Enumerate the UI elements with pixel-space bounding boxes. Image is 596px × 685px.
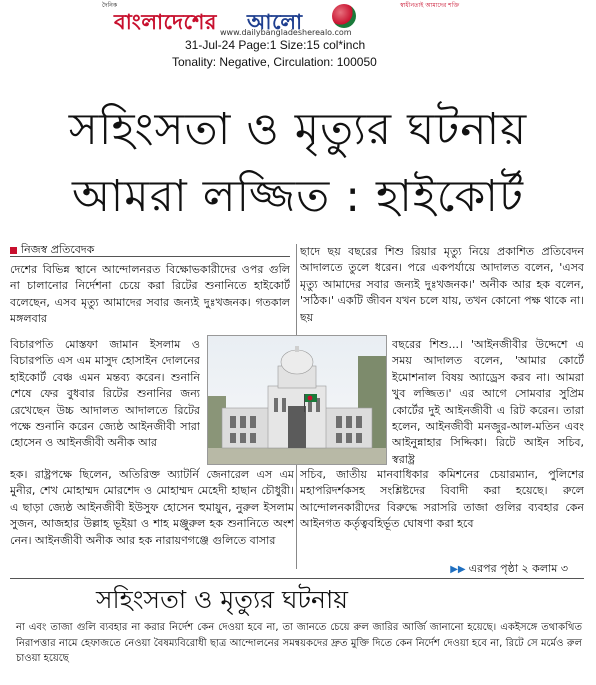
court-building-icon — [208, 336, 386, 464]
secondary-headline: সহিংসতা ও মৃত্যুর ঘটনায় — [96, 585, 348, 614]
section-rule — [10, 578, 584, 579]
masthead-tagline-left: দৈনিক — [102, 2, 118, 9]
byline-text: নিজস্ব প্রতিবেদক — [21, 243, 95, 256]
byline-rule — [10, 256, 290, 257]
article-right-wrap — [392, 337, 584, 465]
article-right-bottom — [300, 467, 584, 555]
clip-meta-line1: 31-Jul-24 Page:1 Size:15 col*inch — [185, 38, 366, 52]
byline — [10, 241, 94, 260]
logo-globe-icon — [332, 4, 356, 28]
masthead — [100, 2, 500, 36]
masthead-title-part1: বাংলাদেশের — [114, 9, 217, 34]
article-left-wrap — [10, 337, 200, 465]
article-right-top-text: ছাদে ছয় বছরের শিশু রিয়ার মৃত্যু নিয়ে প্রকাশিত প্রতিবেদন আদালতে তুলে ধরেন। পরে একপর্যায়ে আদালত বলেন, 'এসব মৃত্যু আমাদের সবার জন্যই দুঃখজনক।' অনীক আর হক বলেন, 'সঠিক।' একটি জীবন যখন চলে যায়, তখন কোনো পক্ষ থাকে না। ছয় — [300, 245, 584, 324]
clip-meta-line2: Tonality: Negative, Circulation: 100050 — [172, 55, 377, 69]
article-right-wrap-text: বছরের শিশু...। 'আইনজীবীর উদ্দেশে এ সময় আদালত বলেন, 'আমার কোর্টে ইমোশনাল বিষয় অ্যাড্রেস করব না। আমরা খুব লজ্জিত।' এর আগে সোমবার সুপ্রিম কোর্টের দুই আইনজীবী এ রিট করেন। তারা হলেন, আইনজীবী মনজুর-আল-মতিন এবং আইনুন্নাহার সিদ্দিকা। রিটে আইন সচিব, স্বরাষ্ট্র — [392, 338, 584, 465]
article-right-bottom-text: সচিব, জাতীয় মানবাধিকার কমিশনের চেয়ারম্যান, পুলিশের মহাপরিদর্শকসহ সংশ্লিষ্টদের বিবাদী করা হয়েছে। রুলে আন্দোলনকারীদের বিরুদ্ধে সরাসরি তাজা গুলির ব্যবহার কেন আইনগত কর্তৃত্ববহির্ভূত ঘোষণা করা হবে — [300, 468, 584, 531]
court-building-photo — [207, 335, 387, 465]
article-left-top-text: দেশের বিভিন্ন স্থানে আন্দোলনরত বিক্ষোভকারীদের ওপর গুলি না চালানোর নির্দেশনা চেয়ে করা রিটের শুনানিতে হাইকোর্ট বলেছেন, এসব মৃত্যু আমাদের সবার জন্যই দুঃখজনক। গতকাল মঙ্গলবার — [10, 263, 290, 326]
continued-note — [450, 560, 568, 579]
byline-square-icon — [10, 247, 17, 254]
headline-line2: আমরা লজ্জিত : হাইকোর্ট — [71, 171, 525, 222]
article-left-wrap-text: বিচারপতি মোস্তফা জামান ইসলাম ও বিচারপতি এস এম মাসুদ হোসাইন দোলনের হাইকোর্ট বেঞ্চ এমন মন্তব্য করেন। শুনানি শেষে ফের বুধবার রিটের শুনানির জন্য রেখেছেন উচ্চ আদালত আদালতে রিটের পক্ষে শুনানি করেন জ্যেষ্ঠ আইনজীবী সারা হোসেন ও আইনজীবী অনীক আর — [10, 338, 200, 450]
article-left-bottom — [10, 467, 294, 582]
continued-text: এরপর পৃষ্ঠা ২ কলাম ৩ — [468, 562, 568, 575]
article-right-top — [300, 244, 584, 332]
masthead-url: www.dailybangladesherealo.com — [220, 28, 352, 37]
article-left-bottom-text: হক। রাষ্ট্রপক্ষে ছিলেন, অতিরিক্ত অ্যাটর্নি জেনারেল এস এম মুনীর, শেখ মোহাম্মদ মোরশেদ ও মোহাম্মদ মেহেদী হাছান চৌধুরী। এ ছাড়া জ্যেষ্ঠ আইনজীবী ইউসুফ হোসেন হুমায়ুন, নুরুল ইসলাম সুজন, আজহার উল্লাহ ভূইয়া ও শাহ মঞ্জুরুল হক শুনানিতে অংশ নেন। আইনজীবী অনীক আর হক নারায়ণগঞ্জে গুলিতে বাসার — [10, 468, 294, 547]
article-left-top — [10, 262, 290, 334]
masthead-title-part2: আলো — [246, 9, 303, 34]
masthead-tagline-right: স্বাধীনতাই আমাদের শক্তি — [400, 2, 460, 9]
headline-line1: সহিংসতা ও মৃত্যুর ঘটনায় — [68, 104, 528, 155]
secondary-body: না এবং তাজা গুলি ব্যবহার না করার নির্দেশ কেন দেওয়া হবে না, তা জানতে চেয়ে রুল জারির আর্জি জানানো হয়েছে। একইসঙ্গে তথাকথিত নিরাপত্তার নামে হেফাজতে নেওয়া বৈষম্যবিরোধী ছাত্র আন্দোলনের সমন্বয়কদের দ্রুত মুক্তি দিতে কেন নির্দেশ দেওয়া হবে না, রিটে সে মর্মেও রুল চাওয়া হয়েছে — [16, 622, 582, 664]
continue-arrow-icon: ▶▶ — [450, 564, 469, 575]
